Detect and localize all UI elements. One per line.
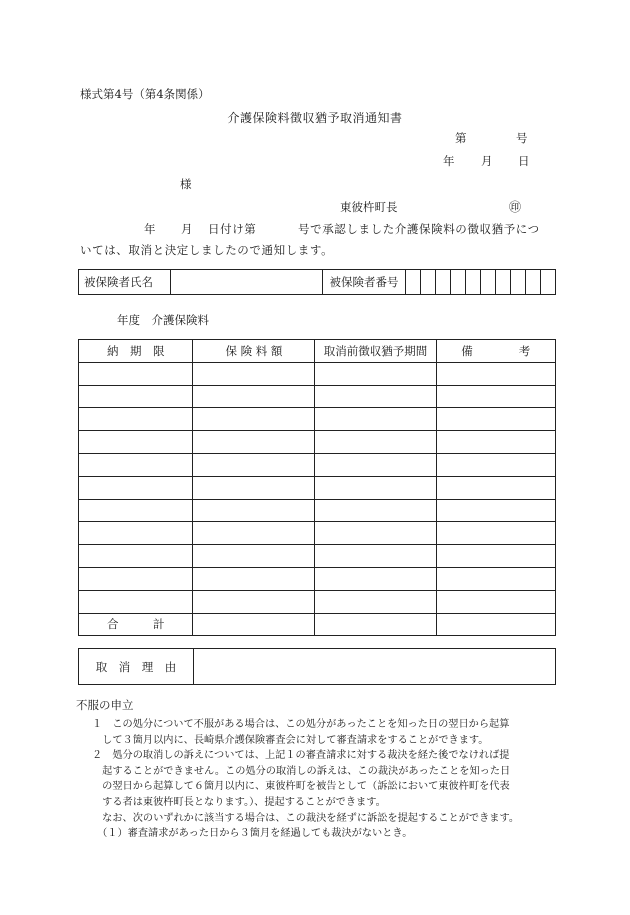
- table-row[interactable]: [79, 453, 556, 476]
- body-month: 月: [181, 222, 194, 236]
- addressee-honorific: 様: [180, 177, 192, 191]
- appeal-line: する者は東彼杵町長となります。）、提起することができます。: [92, 796, 386, 808]
- number-prefix: 第: [455, 131, 467, 145]
- insured-number-digit[interactable]: [541, 270, 556, 295]
- header-premium-amount: 保 険 料 額: [193, 340, 315, 363]
- date-year-label: 年: [443, 154, 455, 168]
- table-header-row: [79, 340, 556, 363]
- form-number: 様式第4号（第4条関係）: [80, 87, 210, 101]
- total-amount-cell[interactable]: [193, 613, 315, 636]
- body-year: 年: [144, 222, 157, 236]
- insured-number-digit[interactable]: [526, 270, 541, 295]
- insured-number-digit[interactable]: [451, 270, 466, 295]
- table-row[interactable]: [79, 385, 556, 408]
- table-row[interactable]: [79, 590, 556, 613]
- date-day-label: 日: [518, 154, 530, 168]
- appeal-line: １ この処分について不服がある場合は、この処分があったことを知った日の翌日から起算: [92, 719, 510, 730]
- table-row[interactable]: [79, 431, 556, 454]
- fiscal-year-line: 年度 介護保険料: [117, 313, 209, 327]
- appeal-heading: 不服の申立: [76, 698, 134, 712]
- appeal-line: なお、次のいずれかに該当する場合は、この裁決を経ずに訴訟を提起することができます。: [92, 812, 520, 824]
- insured-number-digit[interactable]: [481, 270, 496, 295]
- appeal-line: ２ 処分の取消しの訴えについては、上記１の審査請求に対する裁決を経た後でなければ提: [92, 750, 510, 762]
- header-deferral-period: 取消前徴収猶予期間: [315, 340, 436, 363]
- number-suffix: 号: [516, 131, 528, 145]
- insured-name-label: 被保険者氏名: [79, 270, 171, 295]
- table-row[interactable]: [79, 545, 556, 568]
- body-approval-text: 号で承認しました介護保険料の徴収猶予につ: [298, 222, 540, 236]
- header-remarks: 備 考: [436, 340, 556, 363]
- table-row[interactable]: [79, 567, 556, 590]
- insured-info-table: [78, 269, 556, 295]
- body-notice-text: いては、取消と決定しましたので通知します。: [80, 243, 334, 257]
- insured-number-digit[interactable]: [466, 270, 481, 295]
- appeal-line: 起することができません。この処分の取消しの訴えは、この裁決があったことを知った日: [92, 765, 511, 777]
- insured-name-field[interactable]: [171, 270, 323, 295]
- table-row[interactable]: [79, 408, 556, 431]
- premium-table: [78, 339, 556, 636]
- table-row[interactable]: [79, 362, 556, 385]
- appeal-notes: [80, 717, 560, 842]
- appeal-line: して３箇月以内に、長崎県介護保険審査会に対して審査請求をすることができます。: [92, 734, 489, 746]
- insured-number-digit[interactable]: [406, 270, 421, 295]
- table-row[interactable]: [79, 522, 556, 545]
- total-label: 合 計: [79, 613, 193, 636]
- cancellation-reason-table: [78, 648, 556, 685]
- body-date-prefix: 日付け第: [208, 222, 257, 236]
- appeal-line: （１）審査請求があった日から３箇月を経過しても裁決がないとき。: [92, 828, 413, 840]
- reason-label: 取 消 理 由: [79, 649, 194, 685]
- insured-number-label: 被保険者番号: [323, 270, 406, 295]
- appeal-line: の翌日から起算して６箇月以内に、東彼杵町を被告として（訴訟において東彼杵町を代表: [92, 781, 510, 793]
- total-row: [79, 613, 556, 636]
- insured-number-digit[interactable]: [511, 270, 526, 295]
- document-title: 介護保険料徴収猶予取消通知書: [227, 111, 403, 125]
- insured-number-digit[interactable]: [421, 270, 436, 295]
- header-due-date: 納 期 限: [79, 340, 193, 363]
- issuer-mayor: 東彼杵町長: [340, 200, 398, 214]
- total-empty-cell[interactable]: [315, 613, 436, 636]
- reason-field[interactable]: [194, 649, 556, 685]
- seal-mark: ㊞: [509, 200, 522, 214]
- total-remarks-cell[interactable]: [436, 613, 556, 636]
- date-month-label: 月: [481, 154, 493, 168]
- insured-number-digit[interactable]: [496, 270, 511, 295]
- insured-number-digit[interactable]: [436, 270, 451, 295]
- table-row[interactable]: [79, 476, 556, 499]
- table-row[interactable]: [79, 499, 556, 522]
